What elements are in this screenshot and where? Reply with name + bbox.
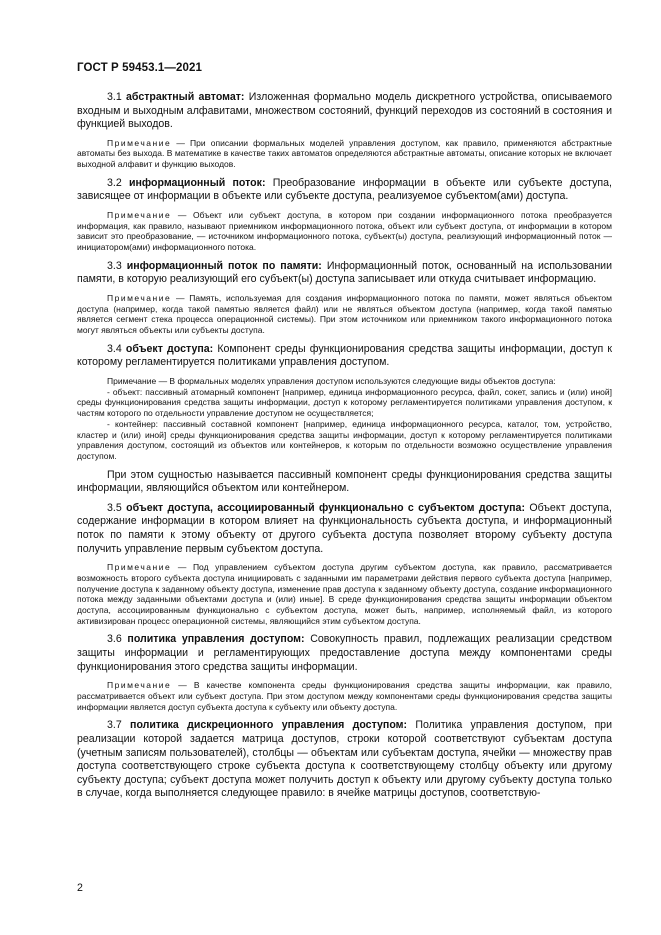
- note-text: — Под управлением субъектом доступа другим субъектом доступа, как правило, рассматривается возможность второго субъекта доступа инициировать с заданными им параметрами действия первого субъекта доступа [например, получение доступа к заданному объекту доступа, изменение прав доступа к заданному объекту доступа, создание информационного потока между заданными объектами доступа и (или) иные]. В среде функционирования средства защиты информации объектом доступа, ассоциированным функционально с субъектом доступа, может быть, например, исполняемый файл, из которого активизирован процесс операционной системы, являющийся этим субъектом доступа.: [77, 562, 612, 626]
- note-3-6: [77, 680, 612, 712]
- term-entry-3-6: [77, 633, 612, 674]
- document-body: [77, 91, 612, 807]
- note-text: — При описании формальных моделей управления доступом, как правило, применяются абстрактные автоматы без выхода. В математике в качестве таких автоматов определяются абстрактные автоматы, описание которых не включает выходной алфавит и функцию выходов.: [77, 137, 612, 170]
- term-number: 3.2: [107, 176, 129, 189]
- note-text: — Объект или субъект доступа, в котором при создании информационного потока преобразуется информация, как правило, называют приемником информационного потока, объект или субъект доступа, от информации в котором зависит это преобразование, — источником информационного потока, субъект(ы) доступа, реализующий информационный поток — инициатором(ами) информационного потока.: [77, 210, 612, 253]
- note-list-item: - объект: пассивный атомарный компонент [например, единица информационного ресурса, файл, сокет, запись и (или) иной] среды функционирования средства защиты информации, доступ к которому регламентируется политиками управления доступом, к частям которого по отдельности управление доступом не осуществляется;: [77, 386, 612, 419]
- term-number: 3.3: [107, 259, 127, 272]
- note-text: — Память, используемая для создания информационного потока по памяти, может являться объектом доступа (например, когда такой памятью является файл) или не являться объектом доступа (например, когда такой памятью является сегмент стека процесса операционной системы). При этом источником или приемником такого информационного потока могут являться объекты или субъекты доступа.: [77, 293, 612, 336]
- term-number: 3.1: [107, 91, 127, 103]
- term-definition: Изложенная формально модель дискретного устройства, описываемого входным и выходным алфавитами, множеством состояний, функций переходов из состояний в состояния и функцией выходов.: [77, 91, 612, 131]
- note-3-3: [77, 293, 612, 336]
- term-title: информационный поток:: [128, 176, 266, 189]
- note-label: Примечание: [107, 137, 172, 148]
- term-number: 3.7: [107, 719, 131, 732]
- term-extra-paragraph: При этом сущностью называется пассивный компонент среды функционирования средства защиты информации, являющийся объектом или контейнером.: [77, 468, 612, 495]
- term-number: 3.4: [107, 342, 126, 355]
- note-3-1: [77, 138, 612, 170]
- term-definition: Компонент среды функционирования средства защиты информации, доступ к которому регламентируется политиками управления доступом.: [77, 342, 613, 369]
- term-title: абстрактный автомат:: [126, 91, 245, 103]
- note-label: Примечание: [107, 293, 172, 304]
- term-definition: Преобразование информации в объекте или субъекте доступа, зависящее от информации в объекте или субъекте доступа, реализуемое субъектом(ами) доступа.: [77, 176, 612, 203]
- note-label: Примечание: [107, 680, 172, 691]
- note-label: Примечание: [107, 376, 157, 387]
- note-3-5: [77, 562, 612, 626]
- term-number: 3.5: [107, 501, 127, 514]
- term-definition: Объект доступа, содержание информации в котором влияет на функциональность субъекта доступа, и информационный поток по памяти к этому объекту от другого субъекта доступа позволяет второму субъекту доступа получить управление первым субъектом доступа.: [77, 501, 612, 555]
- note-text: — В формальных моделях управления доступом используются следующие виды объектов доступа:: [156, 376, 556, 387]
- term-definition: Политика управления доступом, при реализации которой задается матрица доступов, строки которой соответствуют субъектам доступа (учетным записям пользователей), столбцы — объектам или субъектам доступа, ячейки — множеству прав доступа соответствующего строке субъекта доступа к соответствующему столбцу объекту или другому субъекту доступа; субъект доступа может получить доступ к объекту или другому субъекту доступа только в случае, когда выполняется следующее правило: в ячейке матрицы доступов, соответствую-: [77, 719, 612, 800]
- note-label: Примечание: [107, 562, 172, 573]
- term-entry-3-1: [77, 91, 612, 132]
- term-entry-3-4: [77, 343, 612, 370]
- document-header: ГОСТ Р 59453.1—2021: [77, 62, 202, 74]
- term-title: объект доступа, ассоциированный функционально с субъектом доступа:: [126, 501, 525, 514]
- note-text: — В качестве компонента среды функционирования средства защиты информации, как правило, рассматривается объект или субъект доступа. При этом доступом между компонентами среды функционирования средства защиты информации является доступ субъекта доступа к субъекту или объекту доступа.: [77, 680, 612, 712]
- term-entry-3-2: [77, 177, 612, 204]
- term-entry-3-3: [77, 260, 612, 287]
- term-title: информационный поток по памяти:: [126, 259, 322, 272]
- note-label: Примечание: [107, 210, 172, 221]
- note-3-2: [77, 210, 612, 253]
- note-group-3-4: [77, 376, 612, 462]
- term-title: политика дискреционного управления доступом:: [130, 719, 408, 732]
- note-list-item: - контейнер: пассивный составной компонент [например, единица информационного ресурса, каталог, том, устройство, кластер и (или) иной] среды функционирования средства защиты информации, доступ к которому регламентируется политиками управления доступом, состоящий из объектов или контейнеров, к которым по отдельности возможно осуществление управления доступом.: [77, 418, 612, 461]
- term-number: 3.6: [107, 633, 128, 646]
- term-definition: Совокупность правил, подлежащих реализации средством защиты информации и регламентирующих предоставление доступа между компонентами среды функционирования этого средства защиты информации.: [77, 633, 613, 673]
- term-title: политика управления доступом:: [127, 633, 305, 646]
- term-entry-3-7: [77, 719, 612, 801]
- term-definition: Информационный поток, основанный на использовании памяти, в которую реализующий его субъект(ы) доступа записывает или откуда считывает информацию.: [77, 259, 612, 286]
- term-title: объект доступа:: [125, 342, 214, 355]
- term-entry-3-5: [77, 502, 612, 556]
- note-3-4: [77, 376, 612, 387]
- page-number: 2: [77, 882, 83, 894]
